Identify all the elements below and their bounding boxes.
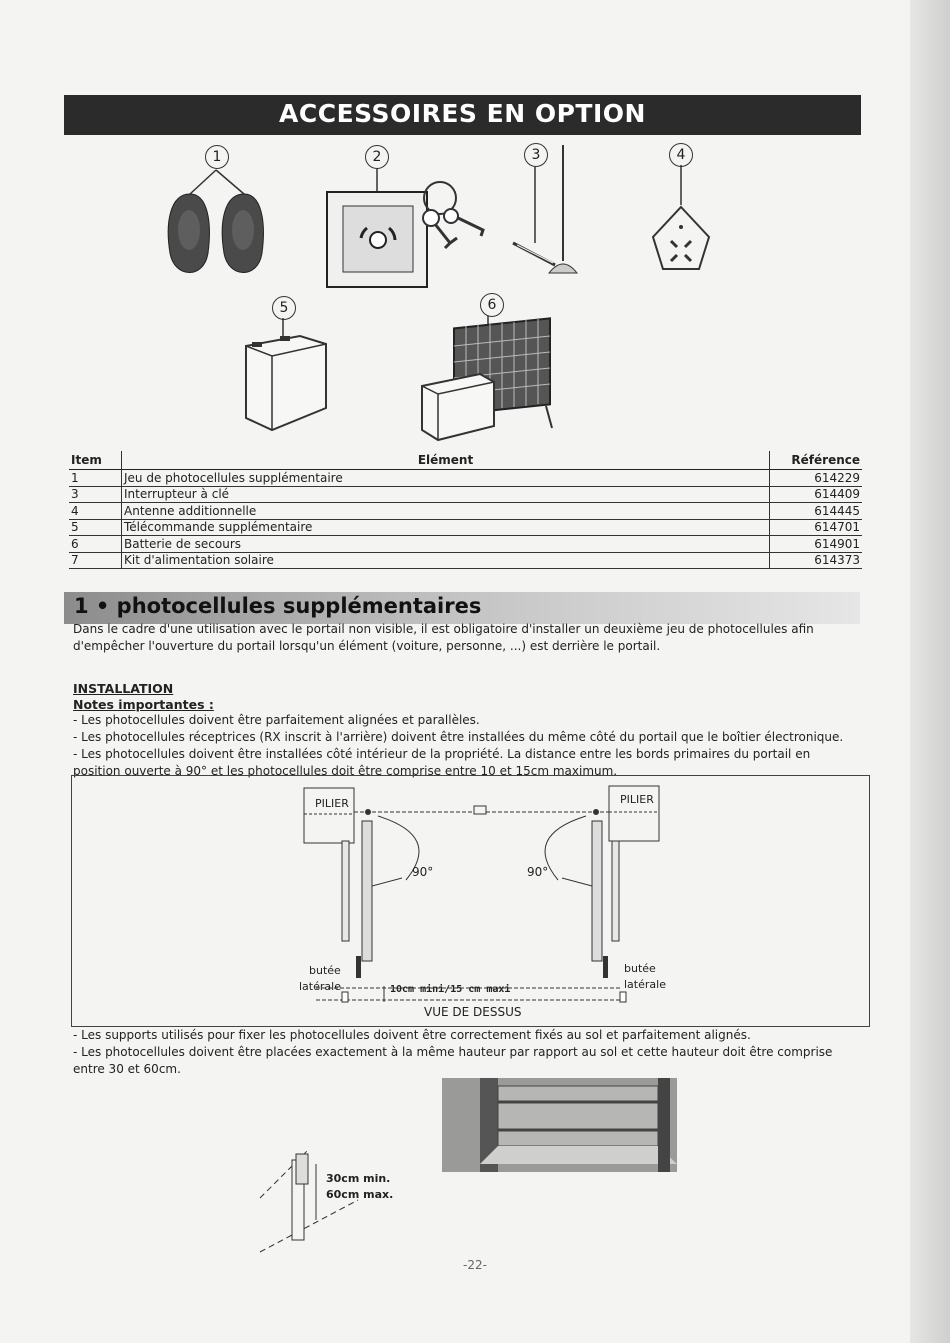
height-max-label: 60cm max. [326,1188,394,1201]
intro-paragraph: Dans le cadre d'une utilisation avec le portail non visible, il est obligatoire d'installer un deuxième jeu de photocellules afin d'empêcher l'ouverture du portail lorsqu'un élément (voiture, personne, ...) est derrière le portail. [73,622,814,653]
table-header-row [69,451,862,470]
accessory-number-2: 2 [365,145,389,169]
cell-element: Kit d'alimentation solaire [122,552,770,569]
cell-item: 1 [69,470,122,487]
cell-reference: 614445 [770,503,863,520]
section-title: 1 • photocellules supplémentaires [74,594,482,618]
cell-element: Interrupteur à clé [122,486,770,503]
cell-reference: 614701 [770,519,863,536]
page-edge [910,0,950,1343]
antenna-illustration [505,143,585,293]
side-stop-right-label-2: latérale [624,978,666,991]
note-line: - Les photocellules doivent être installées côté intérieur de la propriété. La distance entre les bords primaires du portail en position ouverte à 90° et les photocellules doit être comprise entre 10 et 15cm maximum. [73,747,811,778]
note-line: - Les photocellules réceptrices (RX inscrit à l'arrière) doivent être installées du même côté du portail que le boîtier électronique. [73,730,844,744]
side-stop-left-label-2: latérale [299,980,341,993]
header-item: Item [69,451,122,470]
cell-element: Jeu de photocellules supplémentaire [122,470,770,487]
cell-item: 3 [69,486,122,503]
table-row [69,519,862,536]
cell-element: Batterie de secours [122,536,770,553]
angle-right-label: 90° [527,865,549,879]
accessories-table [69,451,862,569]
banner-title: ACCESSOIRES EN OPTION [279,99,646,128]
section-banner [64,95,861,135]
gate-photo [442,1078,677,1172]
cell-reference: 614229 [770,470,863,487]
page-number: -22- [463,1258,487,1272]
table-row [69,552,862,569]
table-row [69,486,862,503]
remote-illustration [645,165,720,280]
pillar-left-label: PILIER [315,797,349,810]
accessory-number-3: 3 [524,143,548,167]
height-min-label: 30cm min. [326,1172,391,1185]
side-stop-left-label-1: butée [309,964,341,977]
cell-reference: 614373 [770,552,863,569]
side-stop-right-label-1: butée [624,962,656,975]
battery-illustration [240,318,330,436]
accessory-number-1: 1 [205,145,229,169]
cell-element: Antenne additionnelle [122,503,770,520]
photocells-illustration [160,168,280,288]
solar-kit-illustration [420,316,575,444]
installation-heading: INSTALLATION [73,681,174,696]
angle-left-label: 90° [412,865,434,879]
cell-reference: 614409 [770,486,863,503]
top-view-diagram [71,775,870,1027]
header-reference: Référence [770,451,863,470]
accessory-number-6: 6 [480,293,504,317]
table-row [69,536,862,553]
header-element: Elément [122,451,770,470]
pillar-right-label: PILIER [620,793,654,806]
cell-reference: 614901 [770,536,863,553]
cell-item: 5 [69,519,122,536]
height-note: - Les photocellules doivent être placées exactement à la même hauteur par rapport au sol et cette hauteur doit être comprise entre 30 et 60cm. [73,1045,833,1076]
key-switch-illustration [325,168,495,293]
notes-heading: Notes importantes : [73,697,214,712]
accessory-number-4: 4 [669,143,693,167]
cell-item: 4 [69,503,122,520]
cell-item: 6 [69,536,122,553]
section-heading [64,592,860,624]
table-row [69,470,862,487]
accessory-number-5: 5 [272,296,296,320]
diagram-caption: VUE DE DESSUS [424,1005,522,1019]
table-row [69,503,862,520]
cell-element: Télécommande supplémentaire [122,519,770,536]
distance-label: 10cm mini/15 cm maxi [390,984,511,995]
cell-item: 7 [69,552,122,569]
support-note: - Les supports utilisés pour fixer les photocellules doivent être correctement fixés au sol et parfaitement alignés. [73,1028,751,1042]
note-line: - Les photocellules doivent être parfaitement alignées et parallèles. [73,713,480,727]
